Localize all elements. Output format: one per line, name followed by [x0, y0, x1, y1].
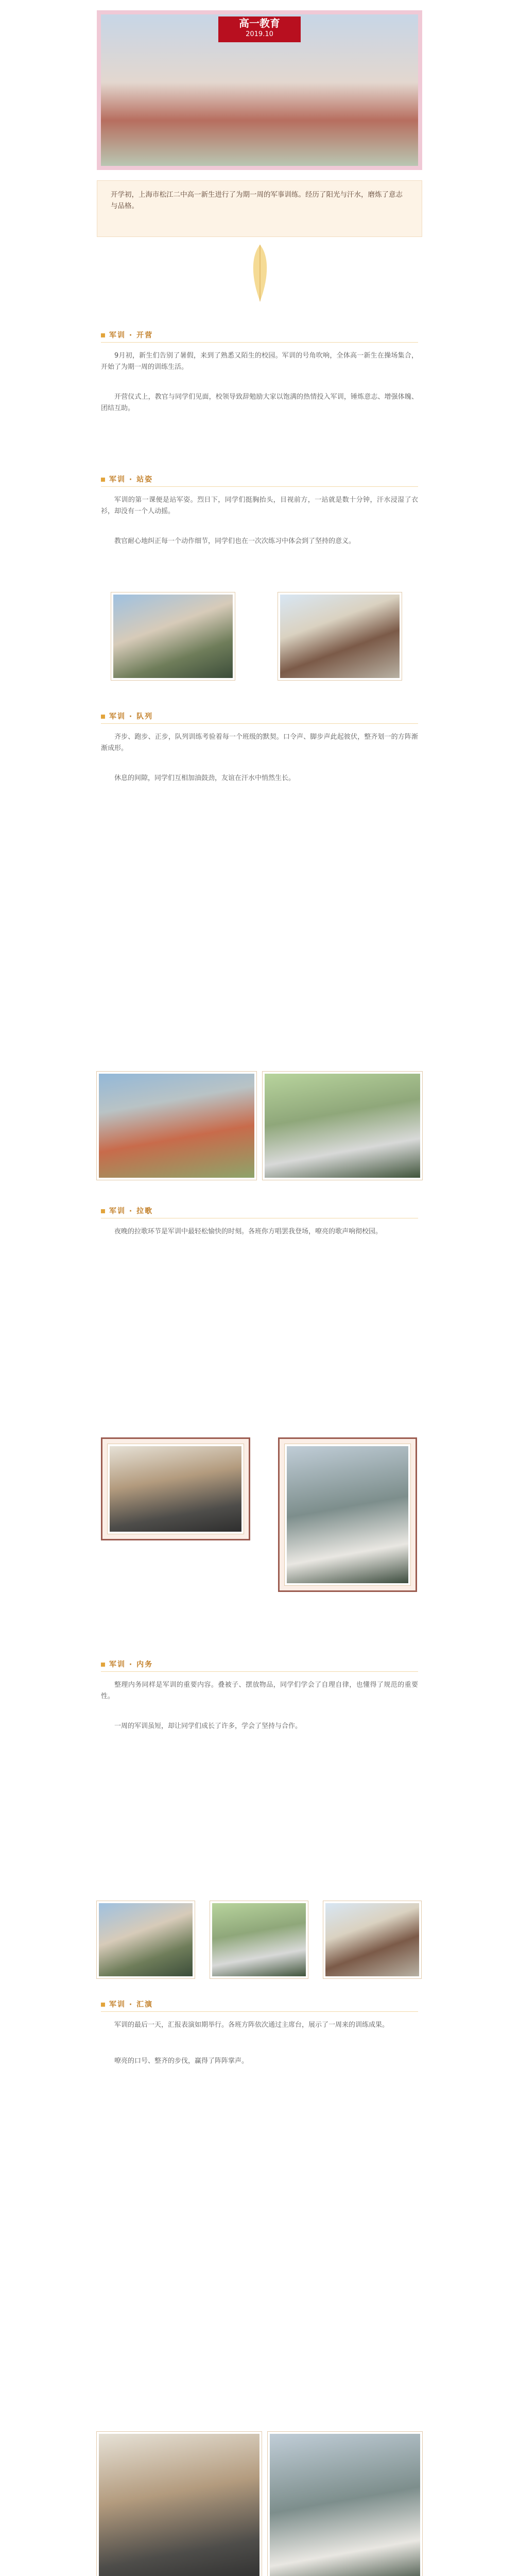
- section-heading: 军训 · 开营: [101, 330, 255, 340]
- divider: [101, 723, 418, 724]
- header-tag: [218, 16, 301, 42]
- photo: [268, 2432, 422, 2576]
- paragraph: 齐步、跑步、正步，队列训练考验着每一个班级的默契。口令声、脚步声此起彼伏，整齐划一的方阵渐渐成形。: [101, 733, 418, 752]
- photo: [97, 2432, 262, 2576]
- photo: [323, 1901, 421, 1978]
- section-heading: 军训 · 汇演: [101, 1999, 255, 2009]
- photo-frame: [101, 1437, 250, 1540]
- divider: [101, 342, 418, 343]
- paragraph: 军训的最后一天，汇报表演如期举行。各班方阵依次通过主席台，展示了一周来的训练成果。: [114, 2021, 389, 2029]
- photo: [278, 592, 402, 680]
- paragraph: 军训的第一课便是站军姿。烈日下，同学们挺胸抬头，目视前方，一站就是数十分钟，汗水浸湿了衣衫，却没有一个人动摇。: [101, 496, 418, 515]
- paragraph: 开营仪式上，教官与同学们见面，校领导致辞勉励大家以饱满的热情投入军训，锤炼意志、增强体魄、团结互助。: [101, 393, 418, 412]
- paragraph: 一周的军训虽短，却让同学们成长了许多，学会了坚持与合作。: [114, 1722, 302, 1730]
- intro-text: 开学初，上海市松江二中高一新生进行了为期一周的军事训练。经历了阳光与汗水，磨炼了意志与品格。: [111, 191, 403, 210]
- photo: [111, 592, 235, 680]
- divider: [101, 486, 418, 487]
- photo: [285, 1444, 410, 1585]
- paragraph: 夜晚的拉歌环节是军训中最轻松愉快的时刻。各班你方唱罢我登场，嘹亮的歌声响彻校园。: [114, 1228, 383, 1235]
- paragraph: 嘹亮的口号、整齐的步伐，赢得了阵阵掌声。: [114, 2057, 249, 2065]
- paragraph: 9月初，新生们告别了暑假，来到了熟悉又陌生的校园。军训的号角吹响，全体高一新生在操场集合，开始了为期一周的训练生活。: [101, 352, 418, 371]
- header-tag-sub: 2019.10: [246, 30, 273, 38]
- divider: [101, 1671, 418, 1672]
- section-heading: 军训 · 队列: [101, 711, 255, 721]
- header-tag-title: 高一教育: [239, 17, 280, 29]
- photo: [97, 1901, 195, 1978]
- paragraph: 整理内务同样是军训的重要内容。叠被子、摆放物品，同学们学会了自理自律，也懂得了规范的重要性。: [101, 1681, 418, 1700]
- section-heading: 军训 · 站姿: [101, 474, 255, 484]
- divider: [101, 2011, 418, 2012]
- photo: [210, 1901, 308, 1978]
- photo: [97, 1072, 256, 1180]
- photo: [108, 1444, 244, 1534]
- paragraph: 休息的间隙，同学们互相加油鼓劲，友谊在汗水中悄然生长。: [114, 774, 296, 782]
- section-heading: 军训 · 拉歌: [101, 1206, 255, 1216]
- intro-box: [97, 180, 422, 237]
- feather-icon: [242, 242, 278, 304]
- photo-frame: [278, 1437, 417, 1592]
- section-heading: 军训 · 内务: [101, 1659, 255, 1669]
- paragraph: 教官耐心地纠正每一个动作细节，同学们也在一次次练习中体会到了坚持的意义。: [114, 537, 356, 545]
- photo: [263, 1072, 422, 1180]
